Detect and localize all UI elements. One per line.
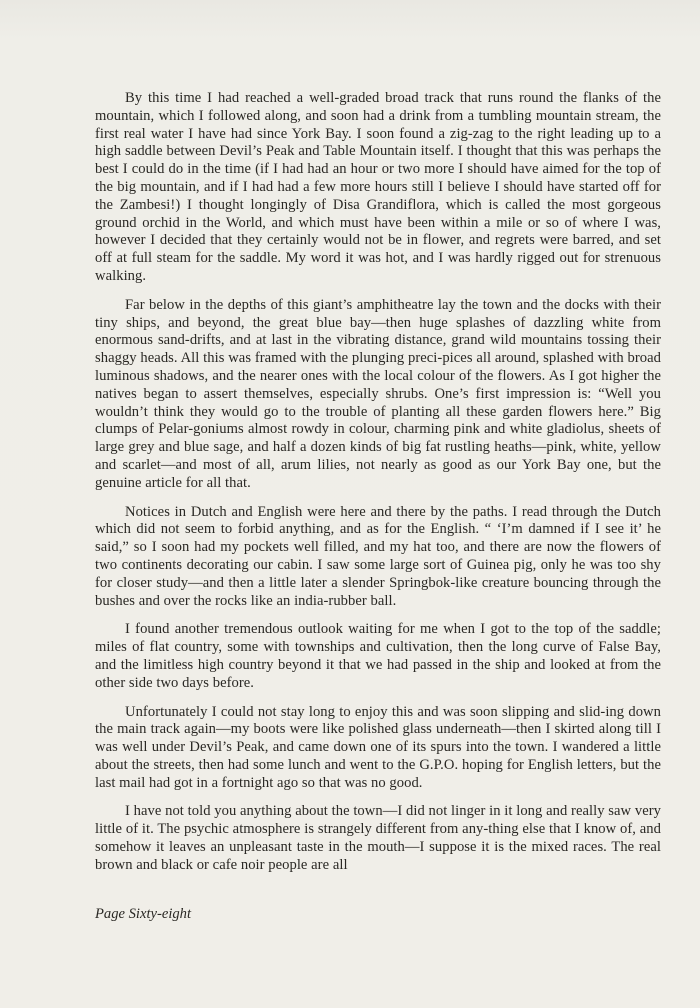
paragraph-1: By this time I had reached a well-graded broad track that runs round the flanks of the mountain, which I followed along, and soon had a drink from a tumbling mountain stream, the first real water I have had since York Bay. I soon found a zig-zag to the right leading up to a high saddle between Devil’s Peak and Table Mountain itself. I thought that this was perhaps the best I could do in the time (if I had had an hour or two more I should have aimed for the top of the big mountain, and if I had had a few more hours still I believe I should have started off for the Zambesi!) I thought longingly of Disa Grandiflora, which is called the most gorgeous ground orchid in the World, and which must have been within a mile or so of where I was, however I decided that they certainly would not be in flower, and regrets were barred, and set off at full steam for the saddle. My word it was hot, and I was hardly rigged out for strenuous walking. (95, 90, 661, 284)
paragraph-4: I found another tremendous outlook waiting for me when I got to the top of the saddle; miles of flat country, some with townships and cultivation, then the long curve of False Bay, and the limitless high country beyond it that we had passed in the ship and looked at from the other side two days before. (95, 621, 661, 691)
paragraph-5: Unfortunately I could not stay long to enjoy this and was soon slipping and slid-ing down the main track again—my boots were like polished glass underneath—then I skirted along till I was well under Devil’s Peak, and came down one of its spurs into the town. I wandered a little about the streets, then had some lunch and went to the G.P.O. hoping for English letters, but the last mail had got in a fortnight ago so that was no good. (95, 703, 661, 791)
paragraph-2: Far below in the depths of this giant’s amphitheatre lay the town and the docks with their tiny ships, and beyond, the great blue bay—then huge splashes of dazzling white from enormous sand-drifts, and at last in the vibrating distance, grand wild mountains tossing their shaggy heads. All this was framed with the plunging preci-pices all around, splashed with broad luminous shadows, and the nearer ones with the local colour of the flowers. As I got higher the natives began to assert themselves, especially shrubs. One’s first impression is: “Well you wouldn’t think they would go to the trouble of planting all these garden flowers here.” Big clumps of Pelar-goniums almost rowdy in colour, charming pink and white gladiolus, sheets of large grey and blue sage, and half a dozen kinds of big fat rustling heaths—pink, white, yellow and scarlet—and most of all, arum lilies, not nearly as good as our York Bay one, but the genuine article for all that. (95, 296, 661, 491)
body-text (95, 90, 661, 886)
page-number: Page Sixty-eight (95, 906, 192, 922)
paragraph-6: I have not told you anything about the town—I did not linger in it long and really saw very little of it. The psychic atmosphere is strangely different from any-thing else that I know of, and somehow it leaves an unpleasant taste in the mouth—I suppose it is the mixed races. The real brown and black or cafe noir people are all (95, 803, 661, 873)
paragraph-3: Notices in Dutch and English were here and there by the paths. I read through the Dutch which did not seem to forbid anything, and as for the English. “ ‘I’m damned if I see it’ he said,” so I soon had my pockets well filled, and my hat too, and there are now the flowers of two continents decorating our cabin. I saw some large sort of Guinea pig, only he was too shy for closer study—and then a little later a slender Springbok-like creature bouncing through the bushes and over the rocks like an india-rubber ball. (95, 503, 661, 609)
